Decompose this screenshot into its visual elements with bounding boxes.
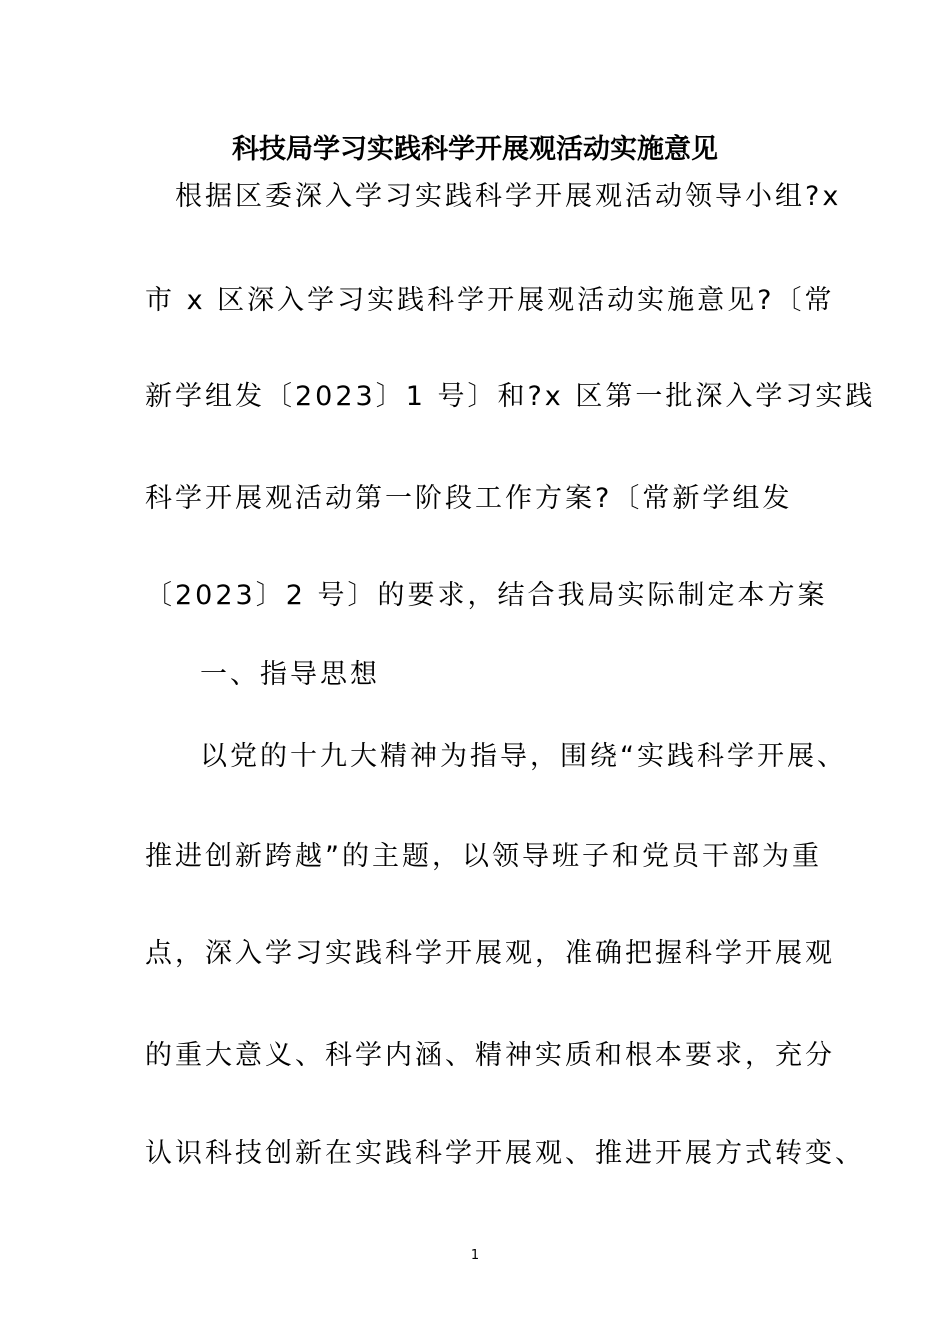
paragraph-line: 认识科技创新在实践科学开展观、推进开展方式转变、 xyxy=(145,1138,865,1169)
paragraph-line: 点，深入学习实践科学开展观，准确把握科学开展观 xyxy=(145,938,835,969)
paragraph-line: 的重大意义、科学内涵、精神实质和根本要求，充分 xyxy=(145,1040,835,1071)
paragraph-line: 以党的十九大精神为指导，围绕“实践科学开展、 xyxy=(200,741,847,772)
paragraph-line: 推进创新跨越”的主题，以领导班子和党员干部为重 xyxy=(145,841,822,872)
paragraph-line: 市 x 区深入学习实践科学开展观活动实施意见?〔常 xyxy=(145,285,835,316)
paragraph-line: 新学组发〔2023〕1 号〕和?x 区第一批深入学习实践 xyxy=(145,381,876,412)
paragraph-line: 科学开展观活动第一阶段工作方案?〔常新学组发 xyxy=(145,483,793,514)
paragraph-line: 〔2023〕2 号〕的要求，结合我局实际制定本方案 xyxy=(145,580,828,611)
page-number: 1 xyxy=(470,1248,480,1263)
paragraph-line: 根据区委深入学习实践科学开展观活动领导小组?x xyxy=(175,181,842,212)
document-title: 科技局学习实践科学开展观活动实施意见 xyxy=(232,134,718,165)
section-heading: 一、指导思想 xyxy=(200,659,380,690)
